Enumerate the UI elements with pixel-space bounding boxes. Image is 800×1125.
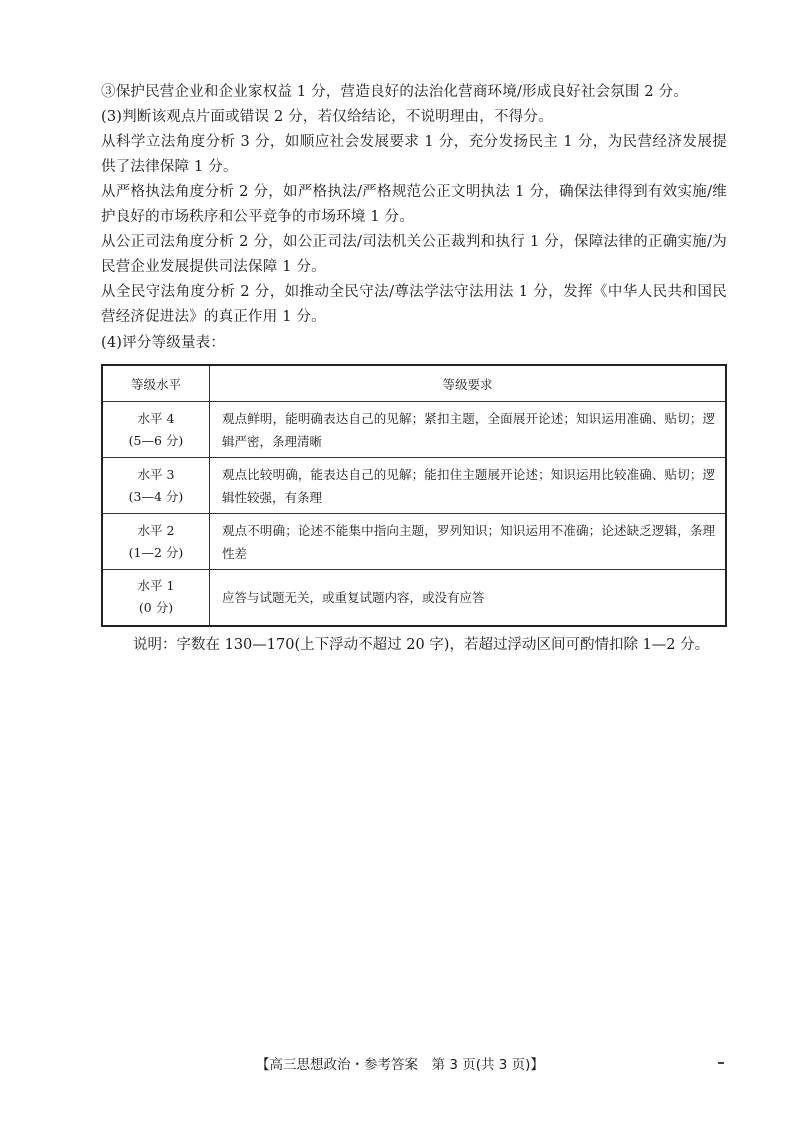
level-label: 水平 1 — [137, 578, 175, 594]
paragraph-1: ③保护民营企业和企业家权益 1 分，营造良好的法治化营商环境/形成良好社会氛围 2 分。 — [101, 84, 689, 100]
level-label: 水平 2 — [137, 522, 175, 538]
page-footer: 【高三思想政治・参考答案 第 3 页(共 3 页)】 — [256, 1057, 544, 1073]
header-level: 等级水平 — [102, 365, 210, 402]
note-text: 说明：字数在 130—170(上下浮动不超过 20 字)，若超过浮动区间可酌情扣除 1—2 分。 — [133, 636, 710, 653]
level-label: 水平 3 — [137, 466, 175, 482]
level-cell — [102, 458, 210, 514]
table-row — [102, 570, 726, 626]
level-score: (5—6 分) — [128, 432, 184, 448]
paragraph-6: 从全民守法角度分析 2 分，如推动全民守法/尊法学法守法用法 1 分，发挥《中华人民共和国民营经济促进法》的真正作用 1 分。 — [101, 284, 728, 325]
paragraph-4: 从严格执法角度分析 2 分，如严格执法/严格规范公正文明执法 1 分，确保法律得到有效实施/维护良好的市场秩序和公平竞争的市场环境 1 分。 — [101, 184, 727, 225]
paragraph-3: 从科学立法角度分析 3 分，如顺应社会发展要求 1 分，充分发扬民主 1 分，为民营经济发展提供了法律保障 1 分。 — [101, 134, 727, 175]
corner-mark — [718, 1062, 724, 1064]
table-row — [102, 514, 726, 570]
table-row — [102, 458, 726, 514]
table-header-row — [102, 365, 726, 402]
grading-table — [101, 364, 727, 627]
document-body — [101, 80, 727, 657]
level-label: 水平 4 — [137, 410, 175, 426]
requirement-cell: 应答与试题无关，或重复试题内容，或没有应答 — [210, 570, 727, 626]
paragraph-5: 从公正司法角度分析 2 分，如公正司法/司法机关公正裁判和执行 1 分，保障法律的正确实施/为民营企业发展提供司法保障 1 分。 — [101, 234, 727, 275]
level-score: (0 分) — [138, 600, 174, 616]
table-heading: (4)评分等级量表： — [101, 335, 226, 351]
header-requirement: 等级要求 — [210, 365, 727, 402]
level-score: (1—2 分) — [128, 544, 184, 560]
paragraph-2: (3)判断该观点片面或错误 2 分，若仅给结论，不说明理由，不得分。 — [101, 109, 553, 125]
level-cell — [102, 402, 210, 458]
requirement-cell: 观点比较明确，能表达自己的见解；能扣住主题展开论述；知识运用比较准确、贴切；逻辑性较强，有条理 — [210, 458, 727, 514]
level-cell — [102, 570, 210, 626]
level-score: (3—4 分) — [128, 488, 184, 504]
requirement-cell: 观点鲜明，能明确表达自己的见解；紧扣主题，全面展开论述；知识运用准确、贴切；逻辑严密，条理清晰 — [210, 402, 727, 458]
table-row — [102, 402, 726, 458]
level-cell — [102, 514, 210, 570]
requirement-cell: 观点不明确；论述不能集中指向主题，罗列知识；知识运用不准确；论述缺乏逻辑，条理性差 — [210, 514, 727, 570]
